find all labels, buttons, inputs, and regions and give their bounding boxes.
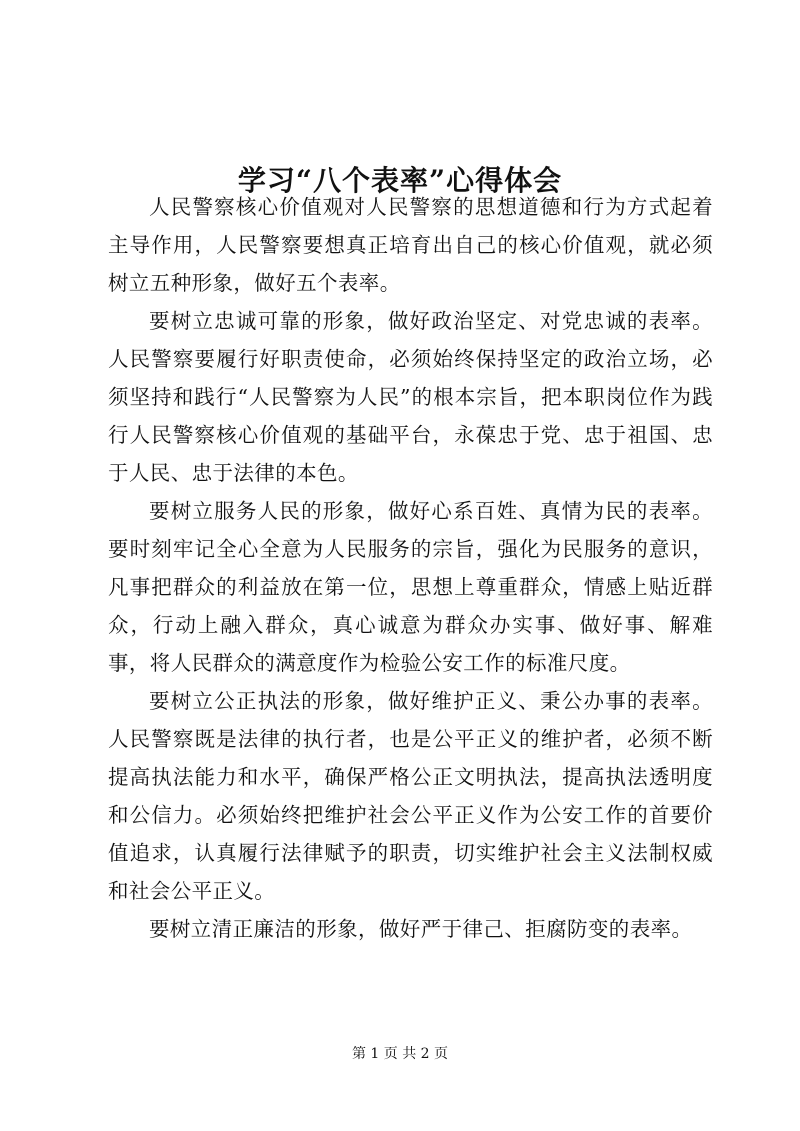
paragraph-intro: 人民警察核心价值观对人民警察的思想道德和行为方式起着主导作用，人民警察要想真正培育出自己的核心价值观，就必须树立五种形象，做好五个表率。 (108, 195, 713, 295)
paragraph-fair-enforcement: 要树立公正执法的形象，做好维护正义、秉公办事的表率。人民警察既是法律的执行者，也是公平正义的维护者，必须不断提高执法能力和水平，确保严格公正文明执法，提高执法透明度和公信力。必须始终把维护社会公平正义作为公安工作的首要价值追求，认真履行法律赋予的职责，切实维护社会主义法制权威和社会公平正义。 (108, 689, 713, 903)
paragraph-loyalty: 要树立忠诚可靠的形象，做好政治坚定、对党忠诚的表率。人民警察要履行好职责使命，必须始终保持坚定的政治立场，必须坚持和践行“人民警察为人民”的根本宗旨，把本职岗位作为践行人民警察核心价值观的基础平台，永葆忠于党、忠于祖国、忠于人民、忠于法律的本色。 (108, 309, 713, 485)
page-number-footer: 第 1 页 共 2 页 (351, 1046, 449, 1062)
paragraph-integrity: 要树立清正廉洁的形象，做好严于律己、拒腐防变的表率。 (149, 917, 693, 941)
document-body (108, 188, 713, 948)
document-title: 学习“八个表率”心得体会 (237, 163, 563, 197)
paragraph-serve-people: 要树立服务人民的形象，做好心系百姓、真情为民的表率。要时刻牢记全心全意为人民服务的宗旨，强化为民服务的意识，凡事把群众的利益放在第一位，思想上尊重群众，情感上贴近群众，行动上融入群众，真心诚意为群众办实事、做好事、解难事，将人民群众的满意度作为检验公安工作的标准尺度。 (108, 499, 713, 675)
